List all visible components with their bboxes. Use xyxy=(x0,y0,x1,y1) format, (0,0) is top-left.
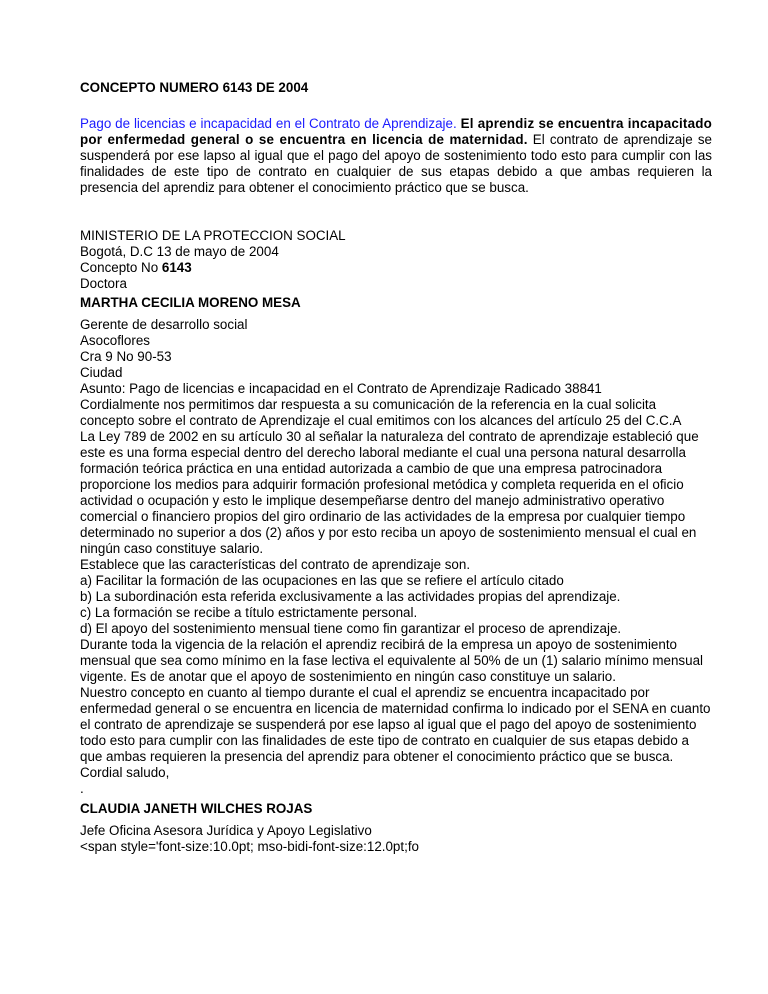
recipient-role: Gerente de desarrollo social xyxy=(80,317,248,332)
closing-line: Cordial saludo, xyxy=(80,765,170,780)
ministry-line: MINISTERIO DE LA PROTECCION SOCIAL xyxy=(80,228,346,243)
concept-number: 6143 xyxy=(161,260,192,275)
law-paragraph: La Ley 789 de 2002 en su artículo 30 al señalar la naturaleza del contrato de aprendizaje estableció que este es una forma especial dentro del derecho laboral mediante el cual una persona natural desarrolla formación teórica práctica en una entidad autorizada a cambio de que una empresa patrocinadora proporcione los medios para adquirir formación profesional metódica y completa requerida en el oficio actividad o ocupación y esto le implique desempeñarse dentro del manejo administrativo operativo comercial o financiero propios del giro ordinario de las actividades de la empresa por cualquier tiempo determinado no superior a dos (2) años y por esto reciba un apoyo de sostenimiento mensual el cual en ningún caso constituye salario. xyxy=(80,429,699,556)
recipient-name: MARTHA CECILIA MORENO MESA xyxy=(80,295,301,310)
concept-line xyxy=(80,260,712,276)
list-item-a: a) Facilitar la formación de las ocupaciones en las que se refiere el artículo citado xyxy=(80,573,564,588)
markup-residue: <span style='font-size:10.0pt; mso-bidi-font-size:12.0pt;fo xyxy=(80,839,419,854)
recipient-city: Ciudad xyxy=(80,365,123,380)
section-spacer xyxy=(80,196,712,228)
recipient-company: Asocoflores xyxy=(80,333,150,348)
concept-prefix: Concepto No xyxy=(80,260,162,275)
support-paragraph: Durante toda la vigencia de la relación el aprendiz recibirá de la empresa un apoyo de sostenimiento mensual que sea como mínimo en la fase lectiva el equivalente al 50% de un (1) salario mínimo mensual vigente. Es de anotar que el apoyo de sostenimiento en ningún caso constituye un salario. xyxy=(80,637,703,684)
summary-link[interactable]: Pago de licencias e incapacidad en el Contrato de Aprendizaje. xyxy=(80,116,457,131)
list-item-d: d) El apoyo del sostenimiento mensual tiene como fin garantizar el proceso de aprendizaje. xyxy=(80,621,622,636)
recipient-address: Cra 9 No 90-53 xyxy=(80,349,172,364)
signature-role: Jefe Oficina Asesora Jurídica y Apoyo Legislativo xyxy=(80,823,372,838)
summary-bold-text: El aprendiz se encuentra incapacitado por enfermedad general o se encuentra en licencia de maternidad. xyxy=(80,116,712,147)
dot-line: . xyxy=(80,781,84,796)
intro-paragraph: Cordialmente nos permitimos dar respuesta a su comunicación de la referencia en la cual solicita concepto sobre el contrato de Aprendizaje el cual emitimos con los alcances del artículo 25 del C.C.A xyxy=(80,397,682,428)
characteristics-paragraph: Establece que las características del contrato de aprendizaje son. xyxy=(80,557,471,572)
summary-rest-text: El contrato de aprendizaje se suspenderá por ese lapso al igual que el pago del apoyo de sostenimiento todo esto para cumplir con las finalidades de este tipo de contrato en cualquier de sus etapas debido a que ambas requieren la presencia del aprendiz para obtener el conocimiento práctico que se busca. xyxy=(80,132,712,195)
summary-paragraph xyxy=(80,116,712,196)
list-item-c: c) La formación se recibe a título estrictamente personal. xyxy=(80,605,418,620)
conclusion-paragraph: Nuestro concepto en cuanto al tiempo durante el cual el aprendiz se encuentra incapacitado por enfermedad general o se encuentra en licencia de maternidad confirma lo indicado por el SENA en cuanto el contrato de aprendizaje se suspenderá por ese lapso al igual que el pago del apoyo de sostenimiento todo esto para cumplir con las finalidades de este tipo de contrato en cualquier de sus etapas debido a que ambas requieren la presencia del aprendiz para obtener el conocimiento práctico que se busca. xyxy=(80,685,711,764)
list-item-b: b) La subordinación esta referida exclusivamente a las actividades propias del aprendizaje. xyxy=(80,589,621,604)
subject-line: Asunto: Pago de licencias e incapacidad en el Contrato de Aprendizaje Radicado 38841 xyxy=(80,381,602,396)
salutation-line: Doctora xyxy=(80,276,127,291)
signature-name: CLAUDIA JANETH WILCHES ROJAS xyxy=(80,801,313,816)
document-title: CONCEPTO NUMERO 6143 DE 2004 xyxy=(80,80,309,95)
date-line: Bogotá, D.C 13 de mayo de 2004 xyxy=(80,244,279,259)
